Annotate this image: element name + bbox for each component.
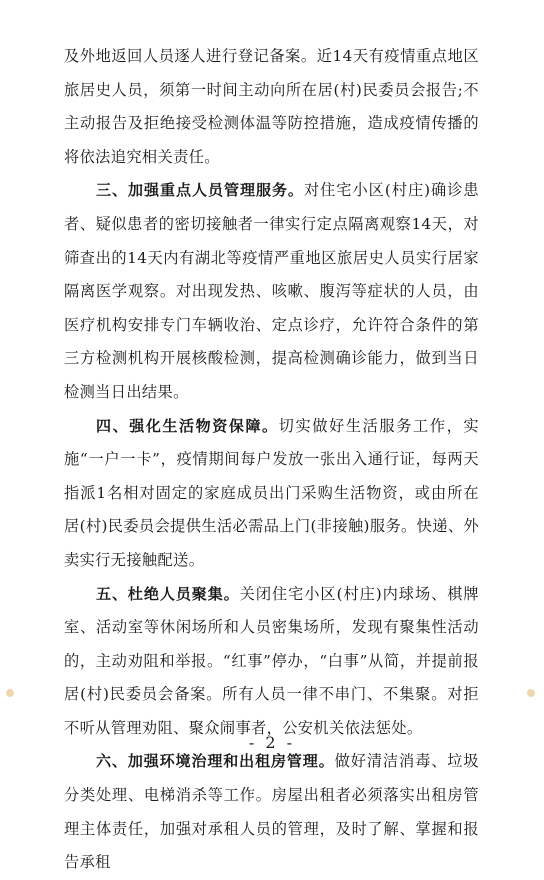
paragraph-section-3 — [64, 174, 479, 409]
paragraph-continuation — [64, 40, 479, 174]
section-heading: 五、杜绝人员聚集。 — [96, 584, 240, 603]
paragraph-text: 及外地返回人员逐人进行登记备案。近14天有疫情重点地区旅居史人员，须第一时间主动向所在居(村)民委员会报告;不主动报告及拒绝接受检测体温等防控措施，造成疫情传播的将依法追究相关责任。 — [64, 47, 479, 166]
document-body — [64, 40, 479, 880]
paragraph-section-6 — [64, 745, 479, 879]
section-heading: 六、加强环境治理和出租房管理。 — [96, 752, 335, 771]
paragraph-section-4 — [64, 410, 479, 578]
section-heading: 三、加强重点人员管理服务。 — [96, 181, 304, 200]
paragraph-text: 对住宅小区(村庄)确诊患者、疑似患者的密切接触者一律实行定点隔离观察14天，对筛查出的14天内有湖北等疫情严重地区旅居史人员实行居家隔离医学观察。对出现发热、咳嗽、腹泻等症状的人员，由医疗机构安排专门车辆收治、定点诊疗，允许符合条件的第三方检测机构开展核酸检测，提高检测确诊能力，做到当日检测当日出结果。 — [64, 181, 480, 401]
margin-stamp-mark — [527, 689, 535, 697]
paragraph-text: 关闭住宅小区(村庄)内球场、棋牌室、活动室等休闲场所和人员密集场所，发现有聚集性活动的，主动劝阻和举报。“红事”停办，“白事”从简，并提前报居(村)民委员会备案。所有人员一律不串门、不集聚。对拒不听从管理劝阻、聚众闹事者，公安机关依法惩处。 — [64, 584, 479, 737]
paragraph-text: 切实做好生活服务工作，实施“一户一卡”，疫情期间每户发放一张出入通行证，每两天指派1名相对固定的家庭成员出门采购生活物资，或由所在居(村)民委员会提供生活必需品上门(非接触)服务。快递、外卖实行无接触配送。 — [64, 416, 479, 569]
paragraph-text: 做好清洁消毒、垃圾分类处理、电梯消杀等工作。房屋出租者必须落实出租房管理主体责任，加强对承租人员的管理，及时了解、掌握和报告承租 — [64, 752, 479, 872]
page-number: - 2 - — [248, 733, 296, 752]
paragraph-section-5 — [64, 578, 479, 746]
section-heading: 四、强化生活物资保障。 — [96, 416, 279, 435]
margin-stamp-mark — [6, 689, 14, 697]
